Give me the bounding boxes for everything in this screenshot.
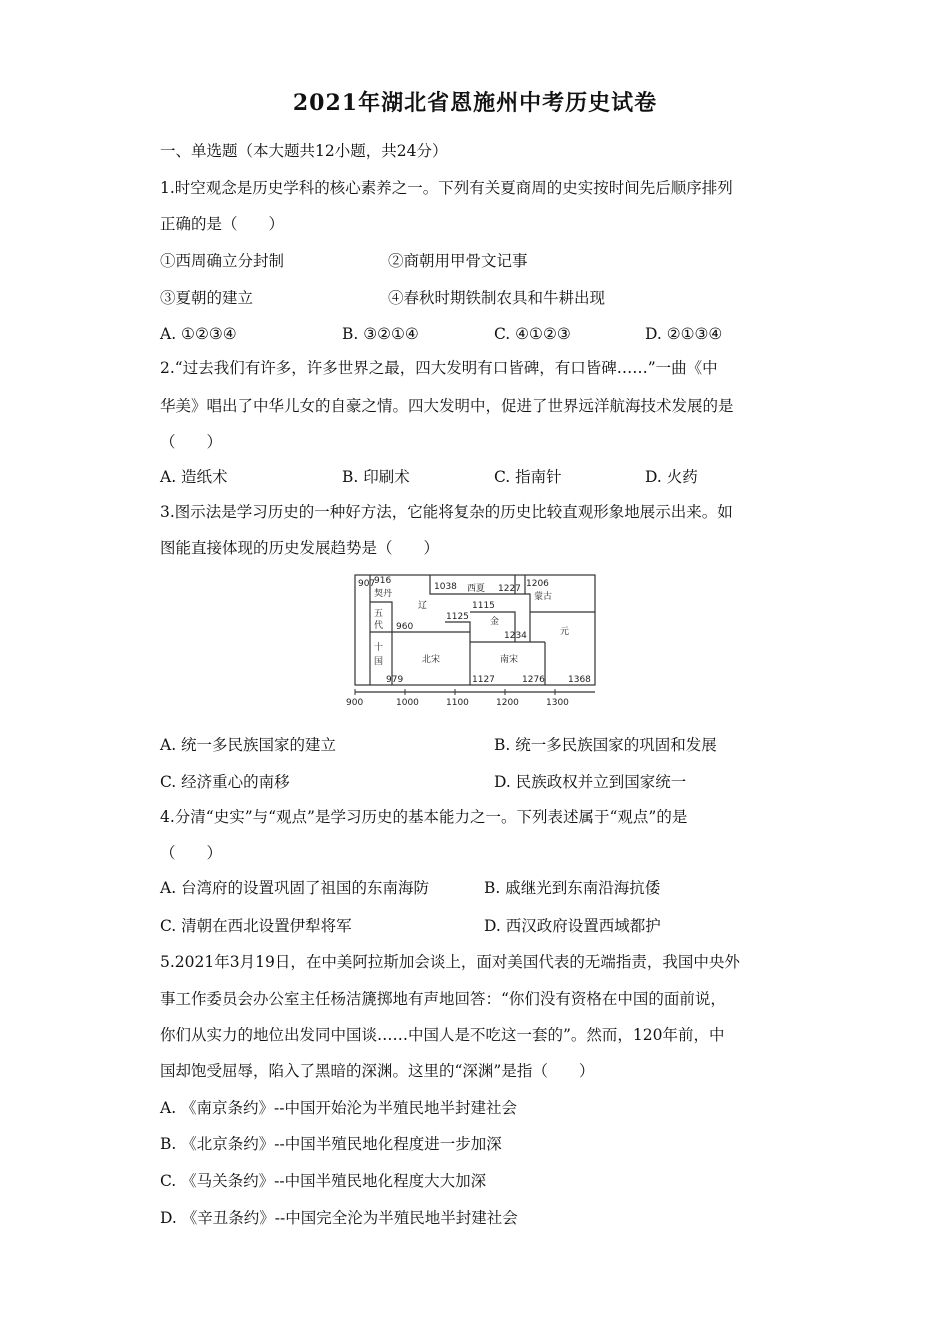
year-916: 916: [374, 576, 392, 586]
q4-option-c[interactable]: C. 清朝在西北设置伊犁将军: [160, 917, 352, 935]
q5-stem-line3: 你们从实力的地位出发同中国谈……中国人是不吃这一套的”。然而，120年前，中: [160, 1026, 725, 1044]
q5-stem-line2: 事工作委员会办公室主任杨洁篪掷地有声地回答：“你们没有资格在中国的面前说，: [160, 990, 726, 1008]
q1-option-a[interactable]: A. ①②③④: [160, 325, 237, 343]
q1-item-3: ③夏朝的建立: [160, 289, 254, 307]
year-1206: 1206: [526, 579, 549, 589]
year-1125: 1125: [446, 612, 469, 622]
label-qidan: 契丹: [374, 589, 393, 599]
label-beisong: 北宋: [422, 655, 441, 665]
q4-stem-line1: 4.分清“史实”与“观点”是学习历史的基本能力之一。下列表述属于“观点”的是: [160, 808, 688, 826]
q1-item-1: ①西周确立分封制: [160, 252, 285, 270]
q3-option-d[interactable]: D. 民族政权并立到国家统一: [494, 773, 687, 791]
q2-stem-line2: 华美》唱出了中华儿女的自豪之情。四大发明中，促进了世界远洋航海技术发展的是: [160, 397, 734, 415]
timeline-svg: [346, 572, 600, 712]
q4-option-b[interactable]: B. 戚继光到东南沿海抗倭: [484, 879, 661, 897]
q2-option-a[interactable]: A. 造纸术: [160, 468, 228, 486]
year-1227: 1227: [498, 584, 521, 594]
q1-option-c[interactable]: C. ④①②③: [494, 325, 571, 343]
x-tick-label-1100: 1100: [446, 698, 469, 708]
q5-option-a[interactable]: A. 《南京条约》--中国开始沦为半殖民地半封建社会: [160, 1099, 518, 1117]
q1-option-b[interactable]: B. ③②①④: [342, 325, 419, 343]
q5-option-d[interactable]: D. 《辛丑条约》--中国完全沦为半殖民地半封建社会: [160, 1209, 518, 1227]
border-1125: [445, 622, 470, 632]
q4-option-d[interactable]: D. 西汉政府设置西域都护: [484, 917, 661, 935]
year-1127: 1127: [472, 675, 495, 685]
year-1115: 1115: [472, 601, 495, 611]
year-960: 960: [396, 622, 414, 632]
q2-option-b[interactable]: B. 印刷术: [342, 468, 410, 486]
q4-stem-line2: （ ）: [160, 844, 223, 862]
label-shiguo-2: 国: [374, 657, 384, 667]
section-heading: 一、单选题（本大题共12小题，共24分）: [160, 142, 448, 160]
x-tick-label-1300: 1300: [546, 698, 569, 708]
q1-item-4: ④春秋时期铁制农具和牛耕出现: [388, 289, 606, 307]
q1-stem-line1: 1.时空观念是历史学科的核心素养之一。下列有关夏商周的史实按时间先后顺序排列: [160, 179, 733, 197]
q3-stem-line1: 3.图示法是学习历史的一种好方法，它能将复杂的历史比较直观形象地展示出来。如: [160, 503, 733, 521]
label-shiguo-1: 十: [374, 643, 384, 653]
x-tick-label-900: 900: [346, 698, 364, 708]
year-1234: 1234: [504, 631, 527, 641]
q5-stem-line1: 5.2021年3月19日，在中美阿拉斯加会谈上，面对美国代表的无端指责，我国中央外: [160, 953, 740, 971]
year-907: 907: [358, 579, 376, 589]
label-wudai-2: 代: [374, 621, 384, 631]
q3-option-c[interactable]: C. 经济重心的南移: [160, 773, 290, 791]
label-jin: 金: [490, 617, 500, 627]
q3-stem-line2: 图能直接体现的历史发展趋势是（ ）: [160, 539, 440, 557]
page-title: 2021年湖北省恩施州中考历史试卷: [292, 90, 658, 116]
q1-option-d[interactable]: D. ②①③④: [645, 325, 723, 343]
label-liao: 辽: [418, 601, 428, 611]
label-wudai-1: 五: [374, 609, 384, 619]
x-tick-label-1000: 1000: [396, 698, 419, 708]
q2-option-d[interactable]: D. 火药: [645, 468, 698, 486]
q5-option-c[interactable]: C. 《马关条约》--中国半殖民地化程度大大加深: [160, 1172, 487, 1190]
label-nansong: 南宋: [500, 655, 519, 665]
year-1368: 1368: [568, 675, 591, 685]
label-menggu: 蒙古: [534, 592, 553, 602]
label-yuan: 元: [560, 627, 570, 637]
q4-option-a[interactable]: A. 台湾府的设置巩固了祖国的东南海防: [160, 879, 430, 897]
q5-stem-line4: 国却饱受屈辱，陷入了黑暗的深渊。这里的“深渊”是指（ ）: [160, 1062, 595, 1080]
q1-stem-line2: 正确的是（ ）: [160, 215, 285, 233]
q3-option-a[interactable]: A. 统一多民族国家的建立: [160, 736, 337, 754]
q2-option-c[interactable]: C. 指南针: [494, 468, 562, 486]
q5-option-b[interactable]: B. 《北京条约》--中国半殖民地化程度进一步加深: [160, 1135, 502, 1153]
x-tick-label-1200: 1200: [496, 698, 519, 708]
q2-stem-line3: （ ）: [160, 433, 223, 451]
year-979: 979: [386, 675, 404, 685]
history-timeline-figure: [346, 572, 600, 712]
year-1276: 1276: [522, 675, 545, 685]
q1-item-2: ②商朝用甲骨文记事: [388, 252, 528, 270]
label-xixia: 西夏: [467, 584, 486, 594]
q3-option-b[interactable]: B. 统一多民族国家的巩固和发展: [494, 736, 717, 754]
year-1038: 1038: [434, 582, 457, 592]
q2-stem-line1: 2.“过去我们有许多，许多世界之最，四大发明有口皆碑，有口皆碑……”一曲《中: [160, 359, 718, 377]
